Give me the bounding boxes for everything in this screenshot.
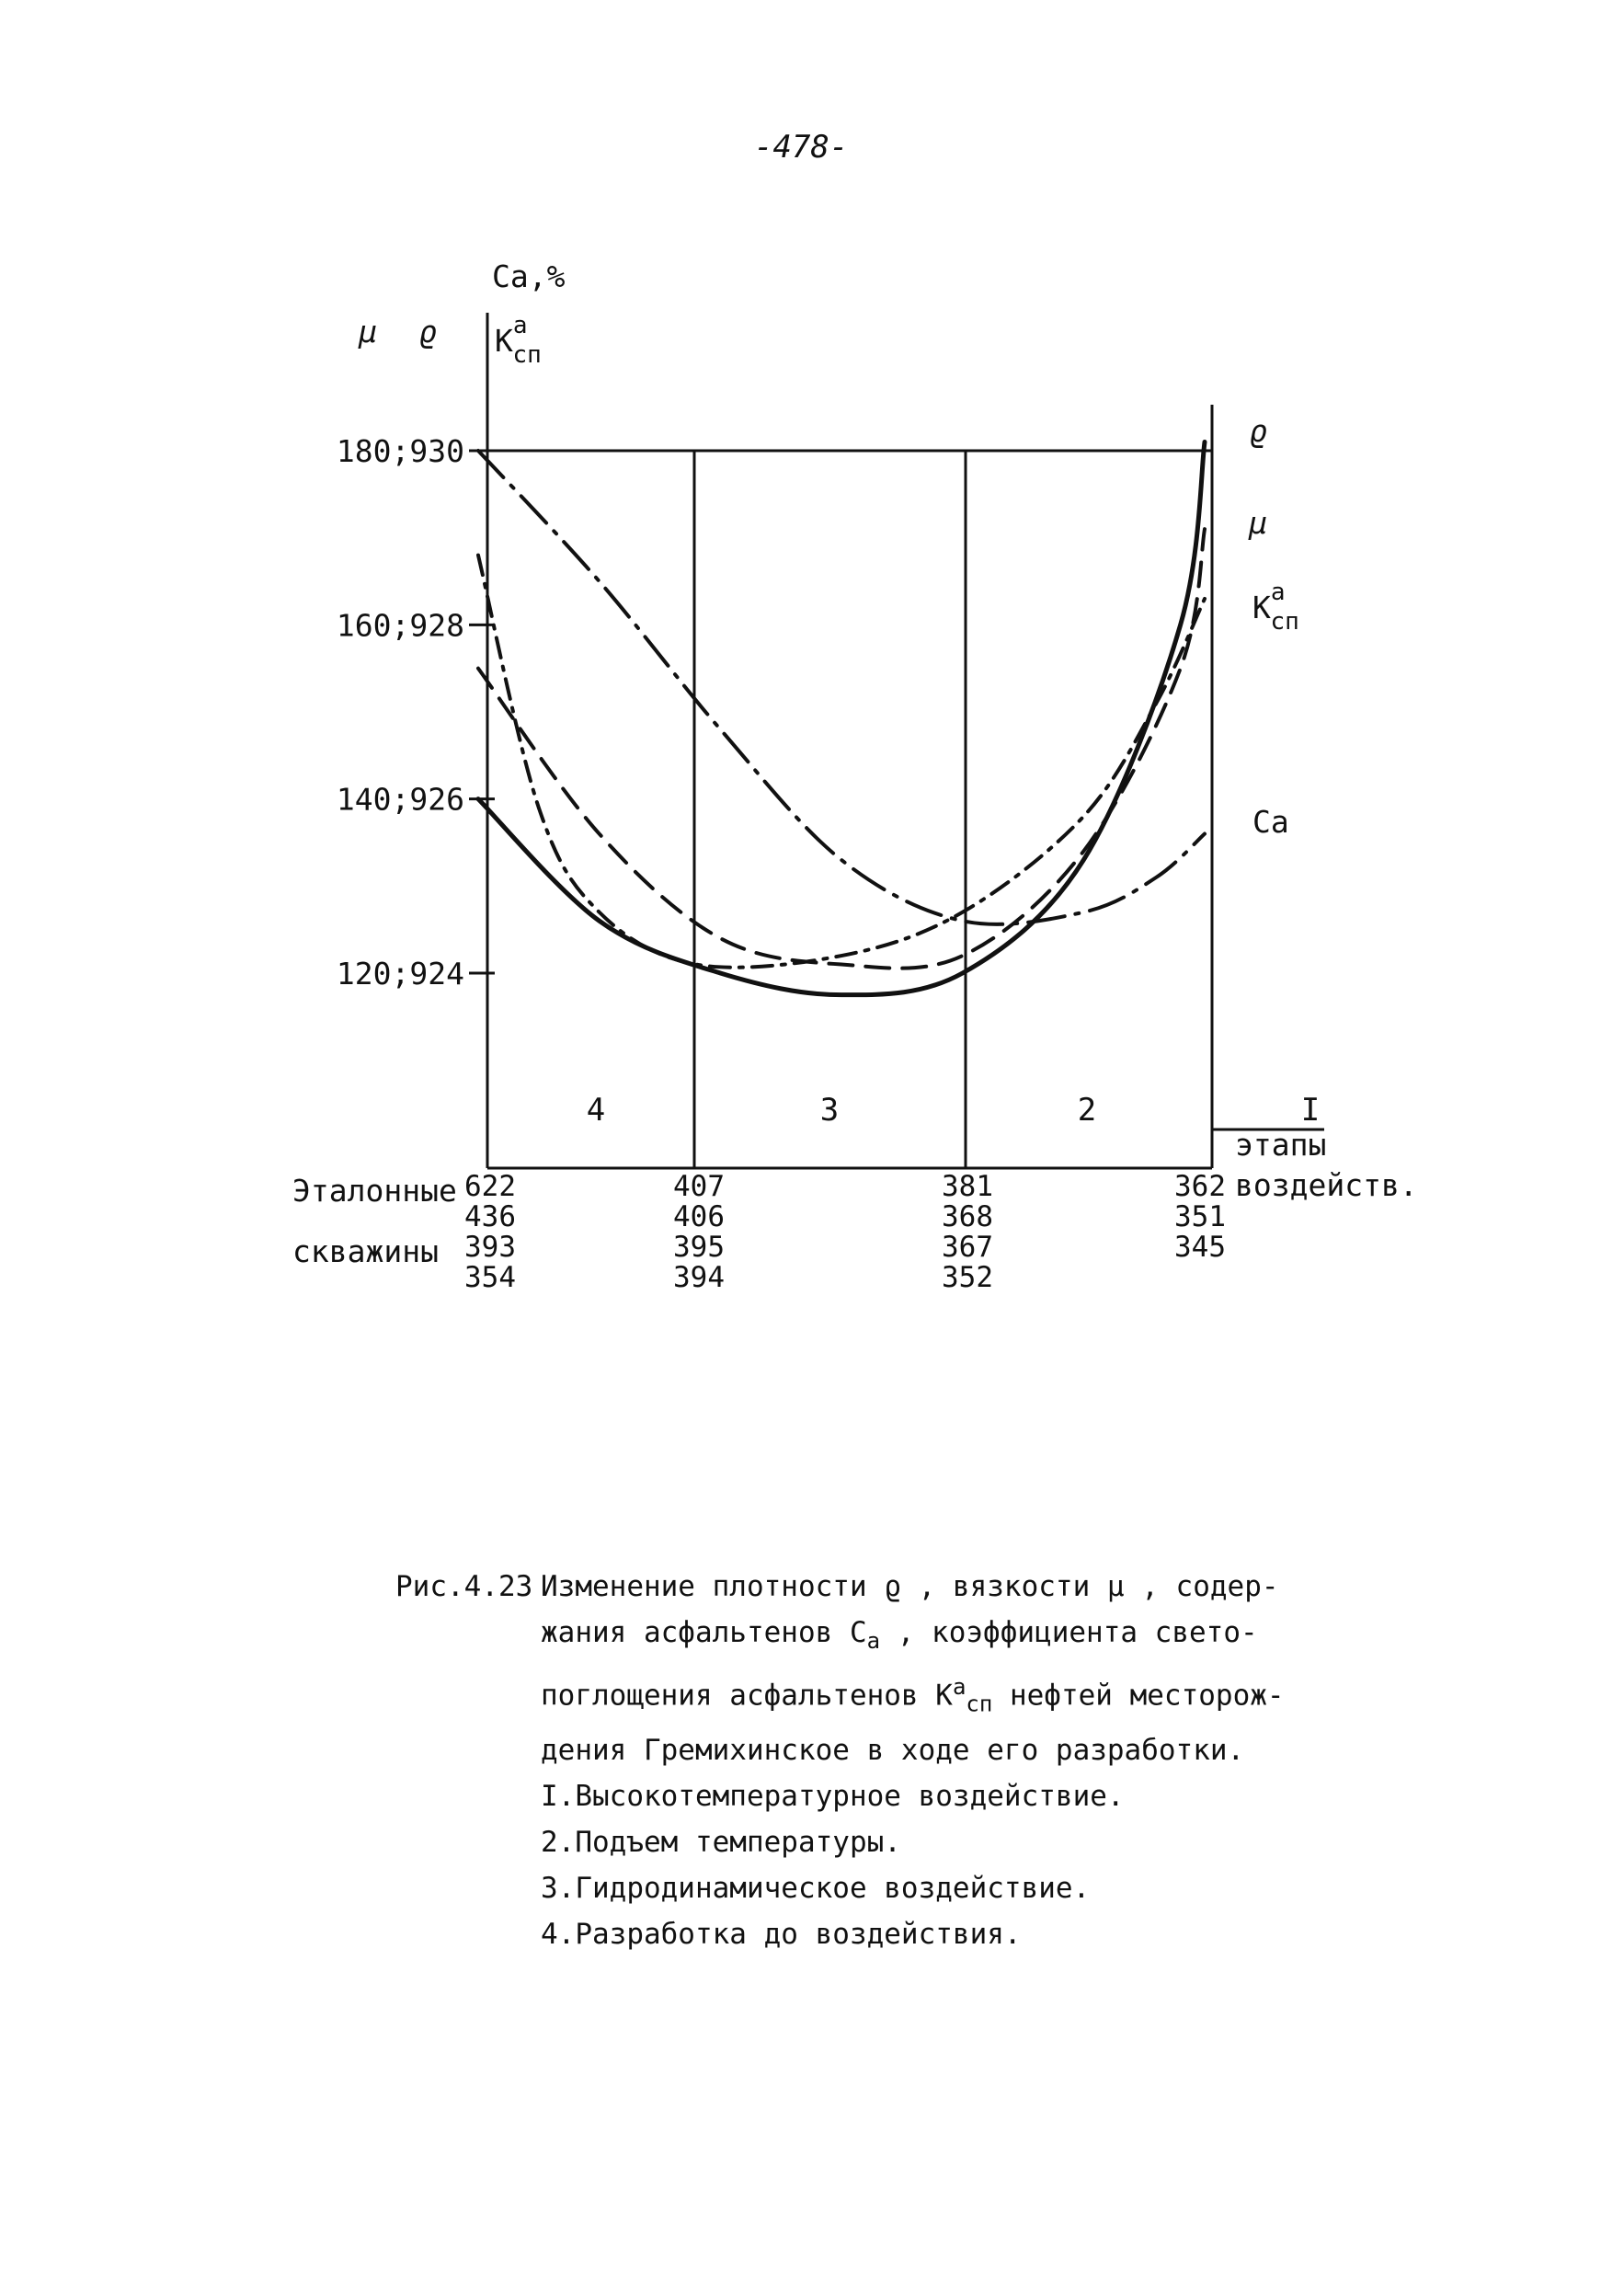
series-line-2	[478, 556, 1205, 968]
well-number: 395	[673, 1231, 725, 1264]
y-tick-label: 180;930	[336, 433, 464, 469]
well-number: 367	[942, 1231, 993, 1264]
y-label-k-sub: сп	[512, 341, 542, 369]
series-line-1	[478, 529, 1205, 968]
y-tick-label: 160;928	[336, 607, 464, 644]
series-label-rho: ϱ	[1249, 413, 1267, 449]
caption-line-3b: нефтей месторож-	[992, 1679, 1285, 1713]
series-label-ca: Ca	[1252, 804, 1289, 840]
stage-number: 4	[586, 1092, 606, 1129]
well-number: 393	[464, 1231, 516, 1264]
legend-item-4: 4.Разработка до воздействия.	[541, 1917, 1022, 1951]
caption-line-2a: жания асфальтенов C	[541, 1616, 867, 1649]
y-tick-label: 140;926	[336, 781, 464, 818]
caption-line-3a: поглощения асфальтенов K	[541, 1679, 953, 1713]
series-line-0	[478, 442, 1205, 995]
y-label-rho: ϱ	[418, 314, 437, 350]
y-label-k-sup: a	[512, 312, 528, 339]
well-number: 351	[1174, 1200, 1226, 1233]
series-label-mu: μ	[1249, 505, 1267, 541]
legend-item-2: 2.Подъем температуры.	[541, 1825, 901, 1859]
page-number: -478-	[754, 129, 849, 166]
figure-label: Рис.4.23	[395, 1570, 533, 1603]
series-label-k: $K^a$ сп	[1252, 579, 1299, 636]
y-label-mu: μ	[359, 314, 377, 350]
well-number: 354	[464, 1261, 516, 1294]
well-number: 622	[464, 1170, 516, 1203]
wells-label-2: скважины	[292, 1233, 439, 1269]
legend-item-1: I.Высокотемпературное воздействие.	[541, 1779, 1125, 1813]
y-tick-label: 120;924	[336, 956, 464, 992]
caption-line-4: дения Гремихинское в ходе его разработки.	[541, 1733, 1245, 1767]
caption-line-3-sup: a	[952, 1674, 966, 1701]
y-label-k-main: K	[495, 323, 513, 359]
y-label-k	[495, 312, 542, 369]
well-number: 368	[942, 1200, 993, 1233]
stage-layer	[587, 1092, 1320, 1129]
caption-line-1: Изменение плотности ϱ , вязкости μ , содер-	[541, 1570, 1279, 1603]
caption-line-3-sub: сп	[966, 1691, 993, 1717]
well-number: 406	[673, 1200, 725, 1233]
well-number: 436	[464, 1200, 516, 1233]
figure-caption	[395, 1564, 1315, 1957]
chart-frame	[469, 313, 1327, 1168]
series-layer	[478, 442, 1205, 995]
series-line-3	[478, 451, 1205, 924]
stage-number: 2	[1077, 1092, 1097, 1129]
well-number: 407	[673, 1170, 725, 1203]
stage-axis-label-2: воздейств.	[1235, 1167, 1418, 1203]
well-number: 352	[942, 1261, 993, 1294]
y-ticks	[337, 433, 495, 992]
well-number: 362	[1174, 1170, 1226, 1203]
caption-line-2b: , коэффициента свето-	[880, 1616, 1258, 1649]
caption-line-2-sub: a	[866, 1628, 881, 1655]
well-number: 394	[673, 1261, 725, 1294]
wells-label-1: Эталонные	[292, 1173, 457, 1209]
stage-axis-label-1: этапы	[1235, 1127, 1327, 1163]
stage-number: 3	[819, 1092, 840, 1129]
legend-item-3: 3.Гидродинамическое воздействие.	[541, 1871, 1091, 1905]
well-number: 381	[942, 1170, 993, 1203]
stage-number: I	[1300, 1092, 1321, 1129]
well-number: 345	[1174, 1231, 1226, 1264]
wells-layer	[464, 1170, 1226, 1294]
y-label-ca: Ca,%	[492, 258, 566, 294]
